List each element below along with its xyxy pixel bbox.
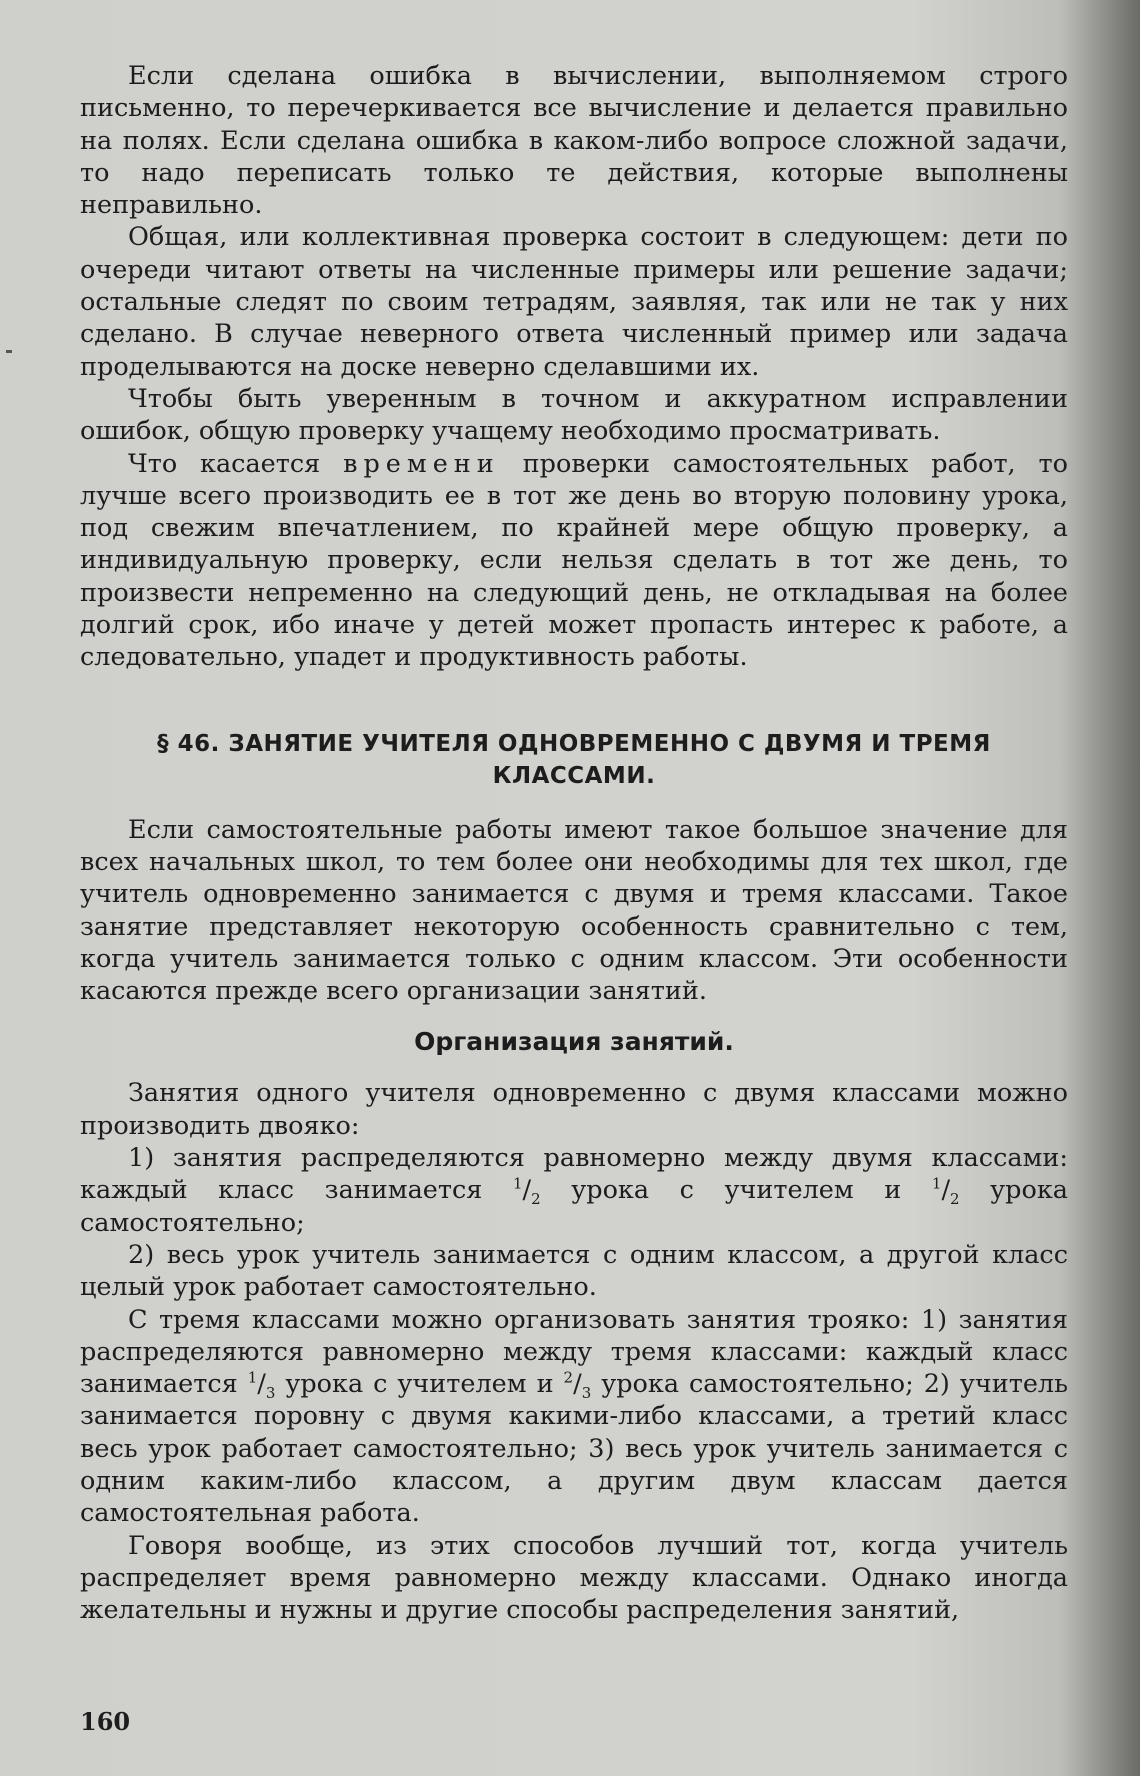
paragraph-error-correction: Если сделана ошибка в вычислении, выполняемом строго письменно, то перечеркивается все вычисление и делается правильно на полях. Если сделана ошибка в каком-либо вопросе сложной задачи, то надо переписать только те действия, которые выполнены неправильно. [80, 61, 1068, 221]
fraction-denominator: 2 [531, 1190, 541, 1209]
fraction-numerator: 1 [247, 1368, 258, 1387]
page-text [80, 60, 1068, 1626]
fraction-numerator: 2 [563, 1368, 574, 1387]
fraction-denominator: 2 [950, 1190, 960, 1209]
check-time-emphasis: времени [343, 448, 500, 479]
paragraph-section-intro: Если самостоятельные работы имеют такое большое значение для всех начальных школ, то тем более они необходимы для тех школ, где учитель одновременно занимается с двумя и тремя классами. Такое занятие представляет некоторую особенность сравнительно с тем, когда учитель занимается только с одним классом. Эти особенности касаются прежде всего организации занятий. [80, 814, 1068, 1007]
fraction-denominator: 3 [265, 1384, 276, 1403]
item1-text-c: урока самостоятельно; [80, 1175, 1068, 1238]
item1-text-a: 1) занятия распределяются равномерно между двумя классами: каждый класс занимается [80, 1143, 1068, 1206]
section-heading-line1: § 46. ЗАНЯТИЕ УЧИТЕЛЯ ОДНОВРЕМЕННО С ДВУМЯ И ТРЕМЯ [157, 730, 991, 757]
three-classes-text-b: урока с учителем и [275, 1369, 564, 1400]
margin-mark [6, 350, 12, 353]
check-time-after: проверки самостоятельных работ, то лучше всего производить ее в тот же день во вторую половину урока, под свежим впечатлением, по крайней мере общую проверку, а индивидуальную проверку, если нельзя сделать в тот же день, то произвести непременно на следующий день, не откладывая на более долгий срок, ибо иначе у детей может пропасть интерес к работе, а следовательно, упадет и продуктивность работы. [80, 448, 1068, 673]
fraction-numerator: 1 [931, 1174, 942, 1193]
page-number: 160 [80, 1707, 131, 1736]
list-item-1 [80, 1142, 1068, 1239]
section-heading [80, 728, 1068, 792]
fraction-half-1: $^1/_2$ [512, 1174, 541, 1209]
item1-text-b: урока с учителем и [540, 1175, 932, 1206]
fraction-two-thirds: $^2/_3$ [563, 1368, 592, 1403]
paragraph-check-time [80, 448, 1068, 674]
subheading-organization: Организация занятий. [414, 1027, 734, 1057]
list-item-2: 2) весь урок учитель занимается с одним классом, а другой класс целый урок работает самостоятельно. [80, 1239, 1068, 1303]
fraction-denominator: 3 [581, 1384, 592, 1403]
section-heading-line2: КЛАССАМИ. [492, 762, 656, 789]
paragraph-final: Говоря вообще, из этих способов лучший тот, когда учитель распределяет время равномерно между классами. Однако иногда желательны и нужны и другие способы распределения занятий, [80, 1530, 1068, 1626]
check-time-before: Что касается [128, 448, 344, 479]
paragraph-collective-check: Общая, или коллективная проверка состоит в следующем: дети по очереди читают ответы на численные примеры или решение задачи; остальные следят по своим тетрадям, заявляя, так или не так у них сделано. В случае неверного ответа численный пример или задача проделываются на доске неверно сделавшими их. [80, 222, 1068, 382]
three-classes-text-c: урока самостоятельно; 2) учитель занимается поровну с двумя какими-либо классами, а третий класс весь урок работает самостоятельно; 3) весь урок учитель занимается с одним каким-либо классом, а другим двум классам дается самостоятельная работа. [80, 1369, 1068, 1529]
fraction-third: $^1/_3$ [247, 1368, 276, 1403]
paragraph-teacher-review: Чтобы быть уверенным в точном и аккуратном исправлении ошибок, общую проверку учащему необходимо просматривать. [80, 383, 1068, 447]
paragraph-three-classes [80, 1304, 1068, 1530]
paragraph-two-ways: Занятия одного учителя одновременно с двумя классами можно производить двояко: [80, 1078, 1068, 1141]
three-classes-text-a: С тремя классами можно организовать занятия трояко: 1) занятия распределяются равномерно между тремя классами: каждый класс занимается [80, 1304, 1068, 1400]
fraction-numerator: 1 [512, 1174, 523, 1193]
fraction-half-2: $^1/_2$ [931, 1174, 960, 1209]
